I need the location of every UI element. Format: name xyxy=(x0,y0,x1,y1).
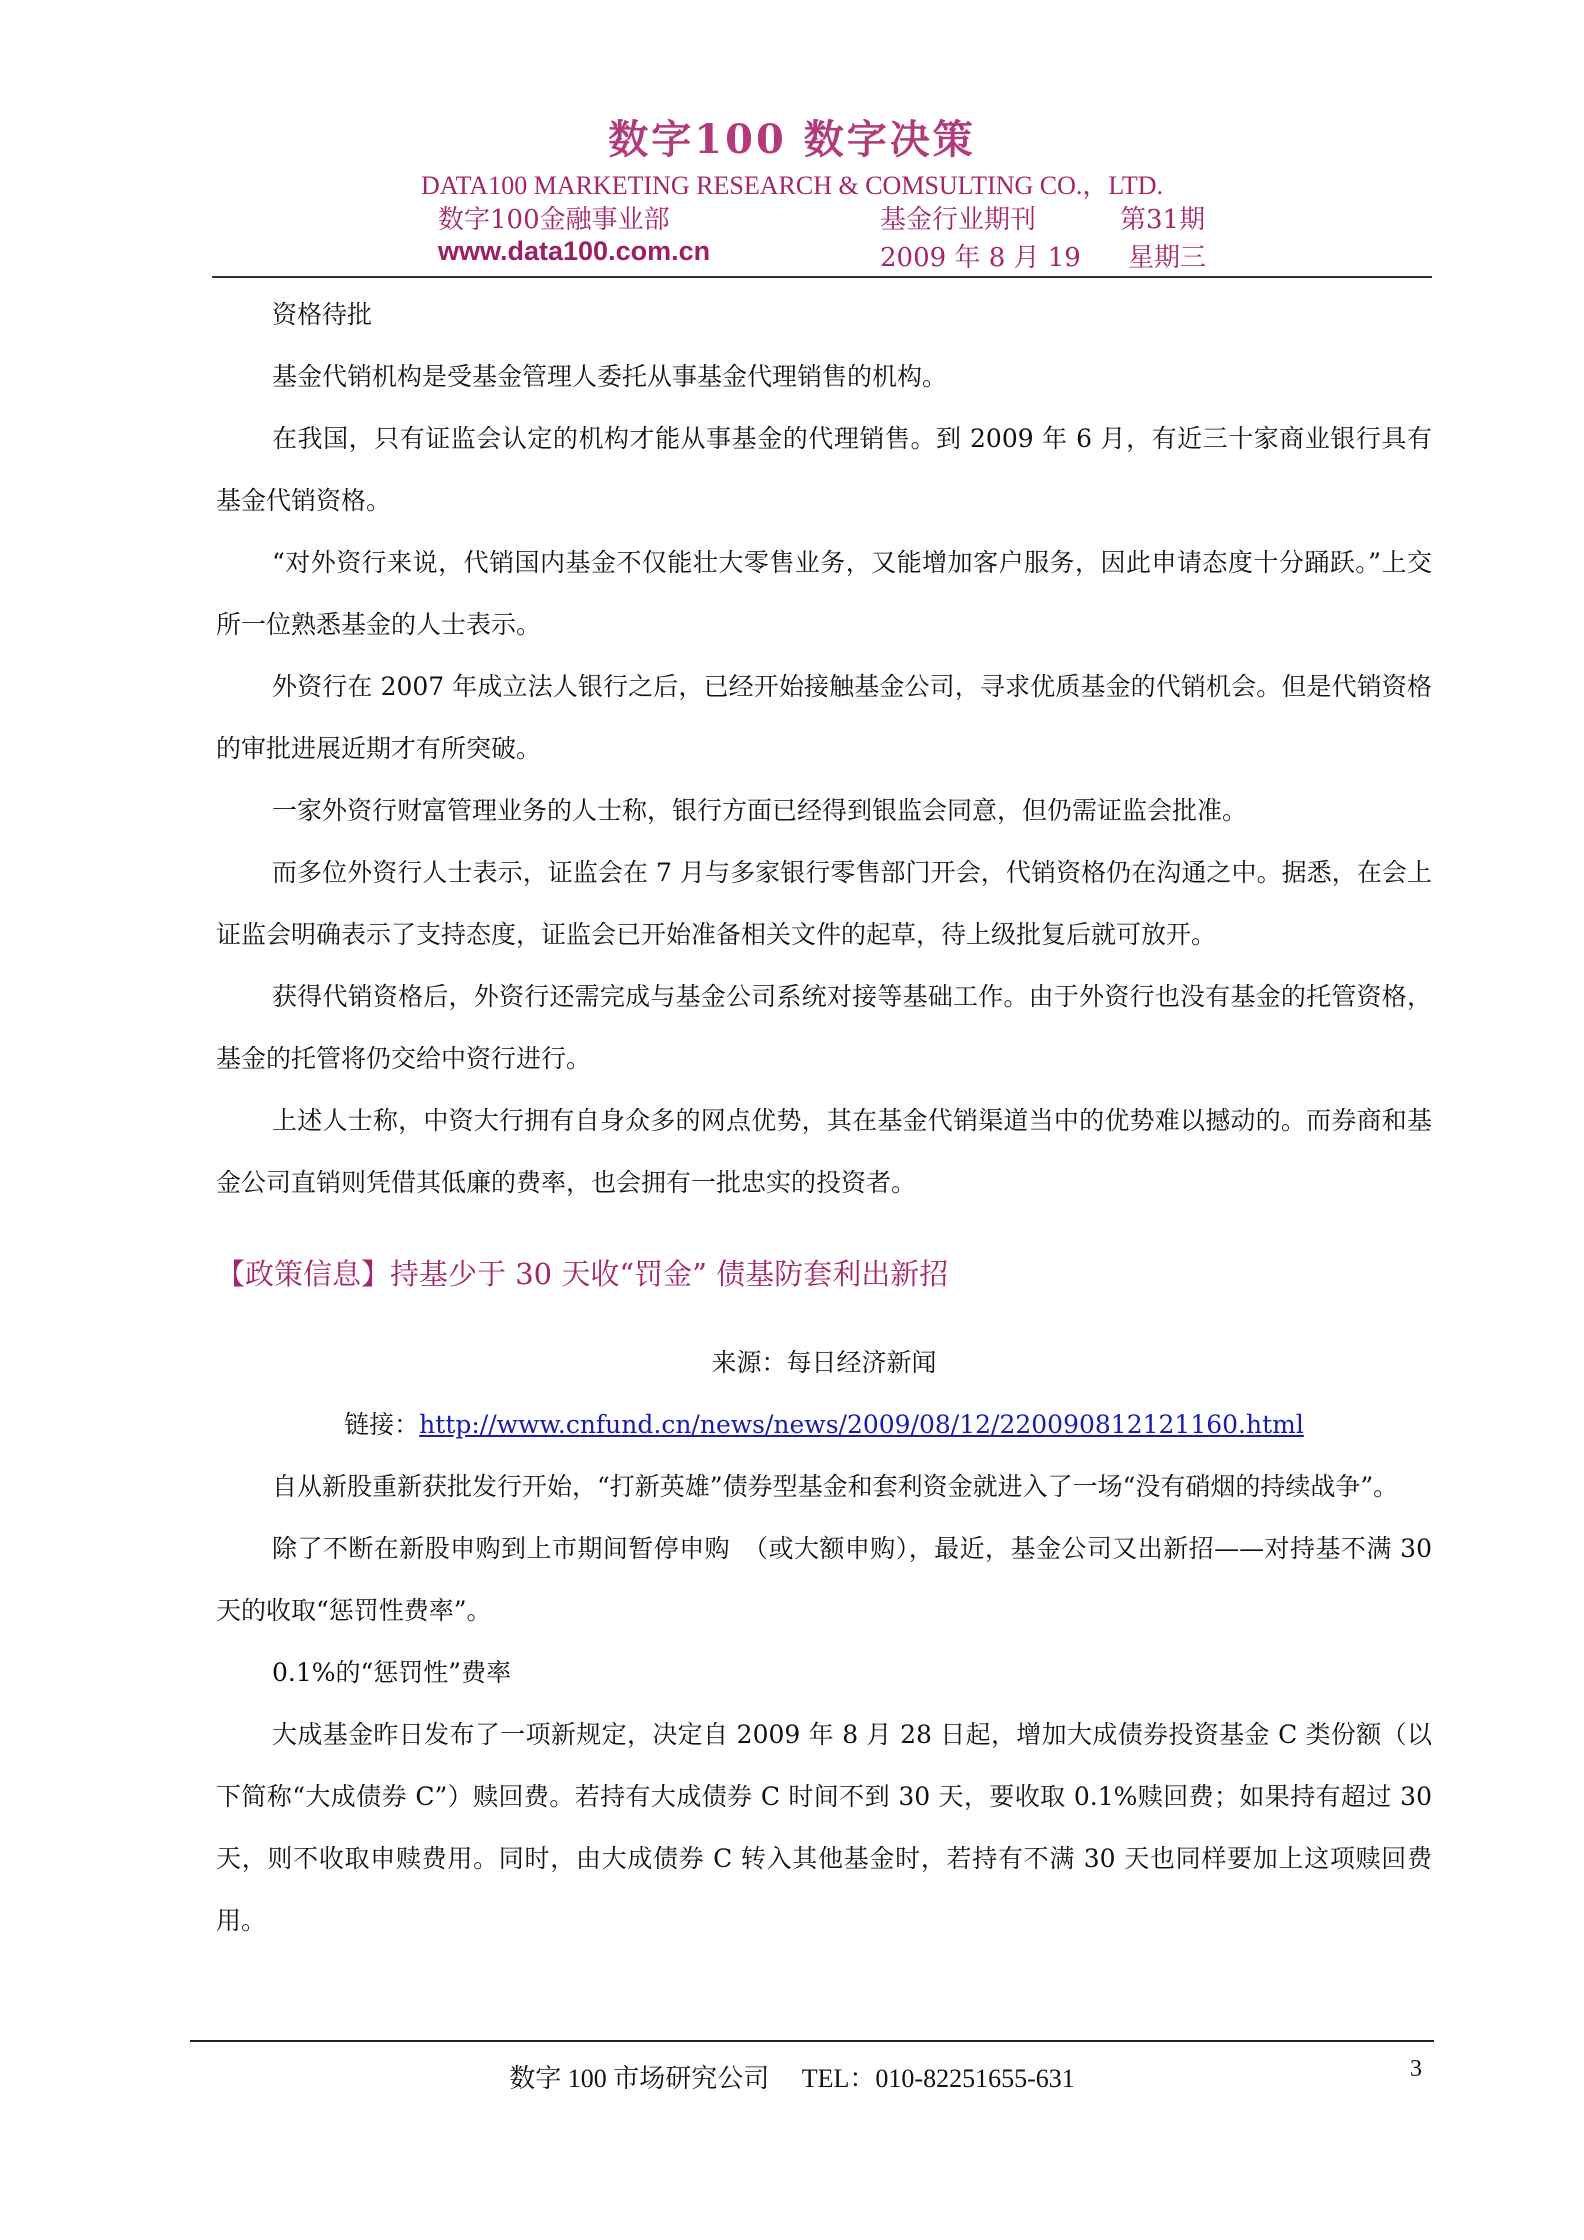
article-heading: 【政策信息】持基少于 30 天收“罚金” 债基防套利出新招 xyxy=(216,1257,949,1291)
department-label: 数字100金融事业部 xyxy=(438,205,670,235)
paragraph: 一家外资行财富管理业务的人士称，银行方面已经得到银监会同意，但仍需证监会批准。 xyxy=(272,796,1248,825)
page-number: 3 xyxy=(1410,2056,1422,2082)
header-divider xyxy=(212,276,1432,278)
journal-label: 基金行业期刊 xyxy=(880,205,1037,235)
paragraph: 在我国，只有证监会认定的机构才能从事基金的代理销售。到 2009 年 6 月，有近三十家商业银行具有基金代销资格。 xyxy=(216,424,1432,515)
article-url-link[interactable]: http://www.cnfund.cn/news/news/2009/08/12/220090812121160.html xyxy=(419,1410,1304,1439)
article-link-line xyxy=(216,1394,1432,1456)
issue-date: 2009 年 8 月 19 xyxy=(880,243,1081,273)
brand-title: 数字100 数字决策 xyxy=(608,116,976,163)
paragraph: 大成基金昨日发布了一项新规定，决定自 2009 年 8 月 28 日起，增加大成债券投资基金 C 类份额（以下简称“大成债券 C”）赎回费。若持有大成债券 C 时间不到 30 天，要收取 0.1%赎回费；如果持有超过 30 天，则不收取申赎费用。同时，由大成债券 C 转入其他基金时，若持有不满 30 天也同样要加上这项赎回费用。 xyxy=(216,1720,1432,1935)
paragraph: 获得代销资格后，外资行还需完成与基金公司系统对接等基础工作。由于外资行也没有基金的托管资格，基金的托管将仍交给中资行进行。 xyxy=(216,982,1432,1073)
subheading-qualification: 资格待批 xyxy=(272,300,373,329)
issue-number: 第31期 xyxy=(1120,205,1206,235)
paragraph: 外资行在 2007 年成立法人银行之后，已经开始接触基金公司，寻求优质基金的代销机会。但是代销资格的审批进展近期才有所突破。 xyxy=(216,672,1432,763)
paragraph: 自从新股重新获批发行开始，“打新英雄”债券型基金和套利资金就进入了一场“没有硝烟的持续战争”。 xyxy=(272,1472,1399,1501)
article-source: 来源：每日经济新闻 xyxy=(711,1348,937,1377)
footer-divider xyxy=(190,2040,1434,2042)
paragraph: 而多位外资行人士表示，证监会在 7 月与多家银行零售部门开会，代销资格仍在沟通之中。据悉，在会上证监会明确表示了支持态度，证监会已开始准备相关文件的起草，待上级批复后就可放开。 xyxy=(216,858,1432,949)
paragraph: “对外资行来说，代销国内基金不仅能壮大零售业务，又能增加客户服务，因此申请态度十分踊跃。”上交所一位熟悉基金的人士表示。 xyxy=(216,548,1432,639)
subheading-fee-rate: 0.1%的“惩罚性”费率 xyxy=(272,1658,512,1687)
paragraph: 除了不断在新股申购到上市期间暂停申购 （或大额申购），最近，基金公司又出新招——对持基不满 30 天的收取“惩罚性费率”。 xyxy=(216,1534,1432,1625)
article-body xyxy=(216,284,1432,1952)
website-link[interactable]: www.data100.com.cn xyxy=(438,236,711,266)
paragraph: 上述人士称，中资大行拥有自身众多的网点优势，其在基金代销渠道当中的优势难以撼动的。而券商和基金公司直销则凭借其低廉的费率，也会拥有一批忠实的投资者。 xyxy=(216,1106,1432,1197)
footer-company: 数字 100 市场研究公司 TEL：010-82251655-631 xyxy=(509,2064,1075,2093)
company-name: DATA100 MARKETING RESEARCH & COMSULTING CO.，LTD. xyxy=(420,171,1164,200)
issue-weekday: 星期三 xyxy=(1128,243,1207,273)
link-label: 链接： xyxy=(344,1410,420,1439)
paragraph: 基金代销机构是受基金管理人委托从事基金代理销售的机构。 xyxy=(272,362,948,391)
